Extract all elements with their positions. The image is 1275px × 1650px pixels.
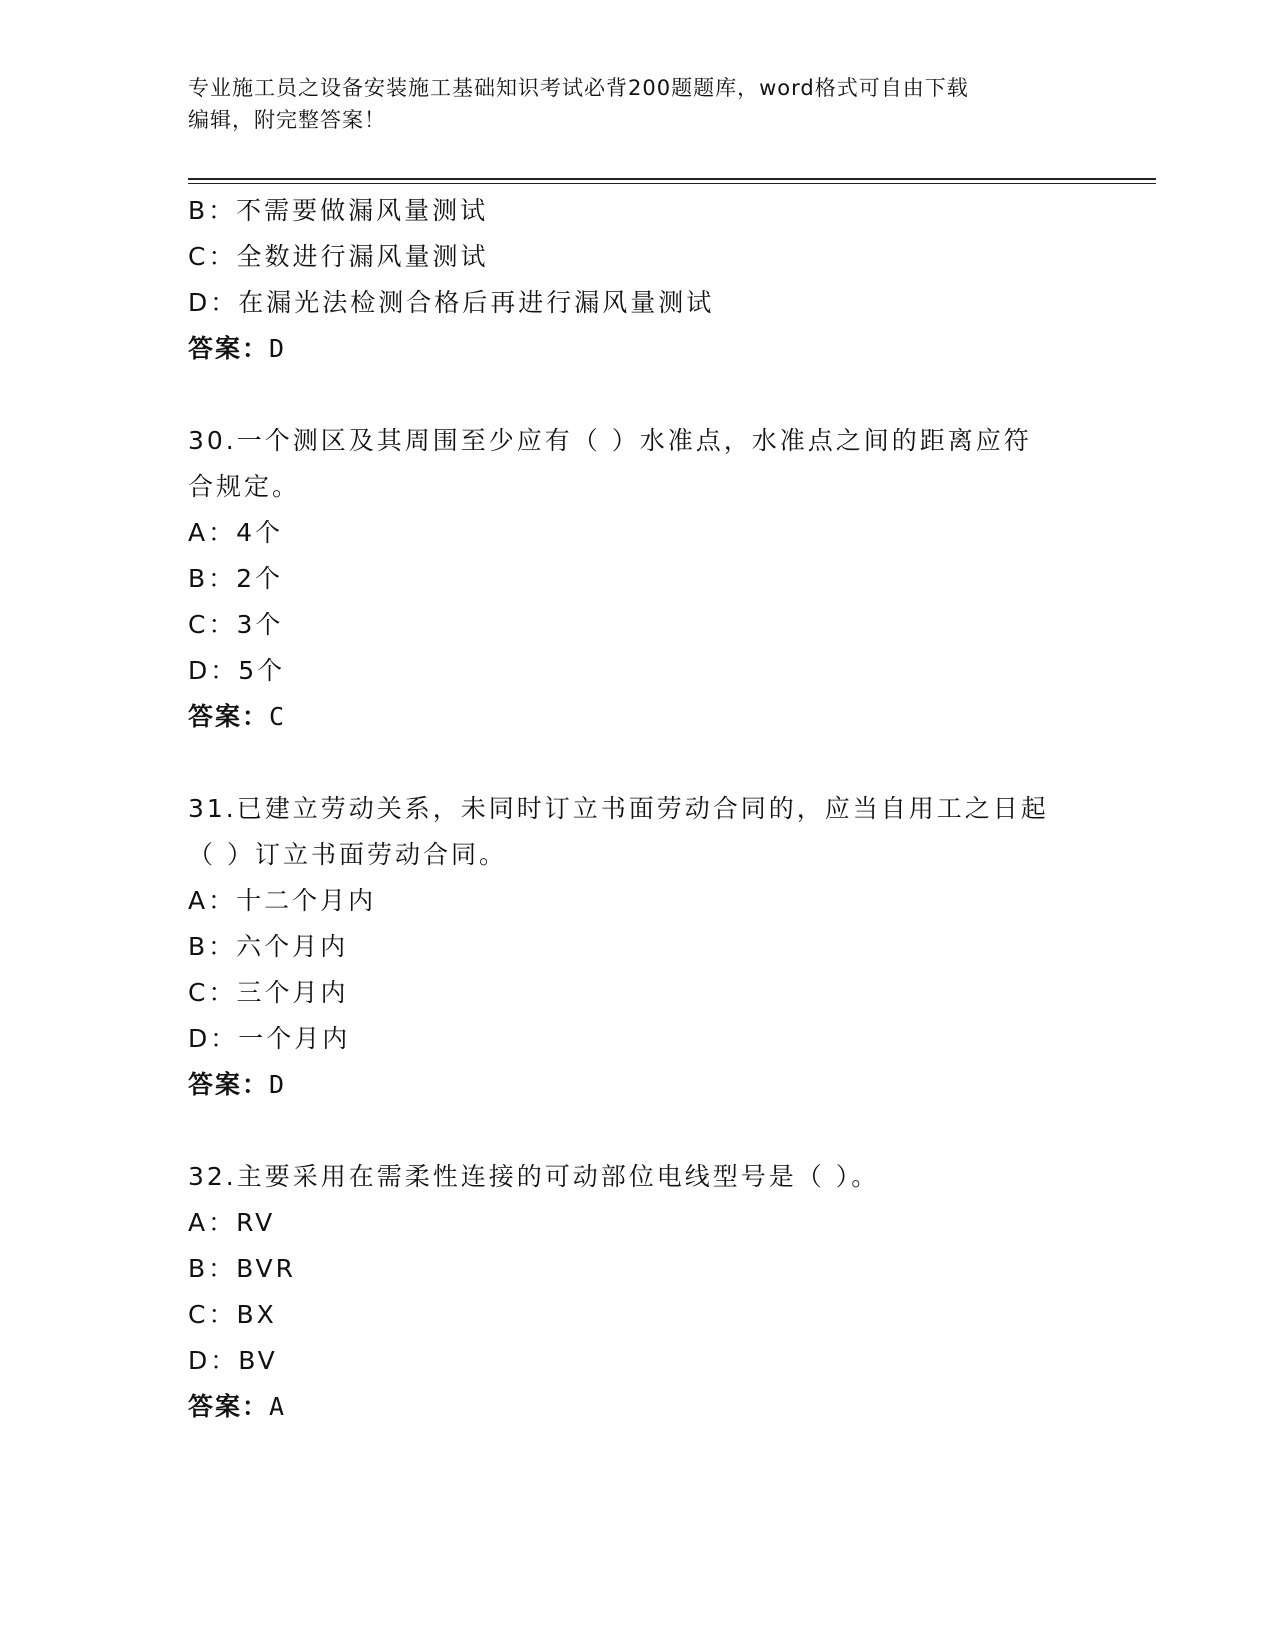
document-header [188, 72, 1088, 136]
answer-value: C [269, 702, 287, 731]
question-32 [188, 1154, 1088, 1430]
question-text-line-2: （ ）订立书面劳动合同。 [188, 840, 507, 869]
option-d: D：5个 [188, 656, 286, 685]
answer-line [188, 694, 1088, 740]
answer-line [188, 1384, 1088, 1430]
answer-label: 答案： [188, 1392, 270, 1421]
answer-label: 答案： [188, 1070, 270, 1099]
option-b: B：2个 [188, 564, 284, 593]
option-d: D：在漏光法检测合格后再进行漏风量测试 [188, 288, 715, 317]
header-title-line-2: 编辑，附完整答案！ [188, 108, 386, 132]
header-divider-thick [188, 178, 1156, 180]
option-a: A：RV [188, 1208, 276, 1237]
option-d: D：BV [188, 1346, 278, 1375]
option-b: B：六个月内 [188, 932, 349, 961]
question-text-line-2: 合规定。 [188, 472, 301, 501]
question-text-line-1: 32.主要采用在需柔性连接的可动部位电线型号是（ ）。 [188, 1162, 880, 1191]
answer-value: D [269, 334, 287, 363]
option-c: C：三个月内 [188, 978, 349, 1007]
answer-value: D [269, 1070, 287, 1099]
option-a: A：4个 [188, 518, 284, 547]
question-30 [188, 418, 1088, 740]
option-c: C：3个 [188, 610, 284, 639]
answer-line [188, 326, 1088, 372]
question-text-line-1: 30.一个测区及其周围至少应有（ ）水准点，水准点之间的距离应符 [188, 426, 1032, 455]
question-29-continued [188, 188, 1088, 372]
option-b: B：BVR [188, 1254, 297, 1283]
option-c: C：BX [188, 1300, 277, 1329]
header-title-line-1: 专业施工员之设备安装施工基础知识考试必背200题题库，word格式可自由下载 [188, 76, 969, 100]
option-d: D：一个月内 [188, 1024, 351, 1053]
option-c: C：全数进行漏风量测试 [188, 242, 489, 271]
question-list [188, 188, 1088, 1430]
answer-label: 答案： [188, 334, 270, 363]
option-b: B：不需要做漏风量测试 [188, 196, 489, 225]
answer-line [188, 1062, 1088, 1108]
question-text-line-1: 31.已建立劳动关系，未同时订立书面劳动合同的，应当自用工之日起 [188, 794, 1049, 823]
answer-value: A [269, 1392, 287, 1421]
option-a: A：十二个月内 [188, 886, 377, 915]
question-31 [188, 786, 1088, 1108]
answer-label: 答案： [188, 702, 270, 731]
header-divider-thin [188, 183, 1156, 184]
